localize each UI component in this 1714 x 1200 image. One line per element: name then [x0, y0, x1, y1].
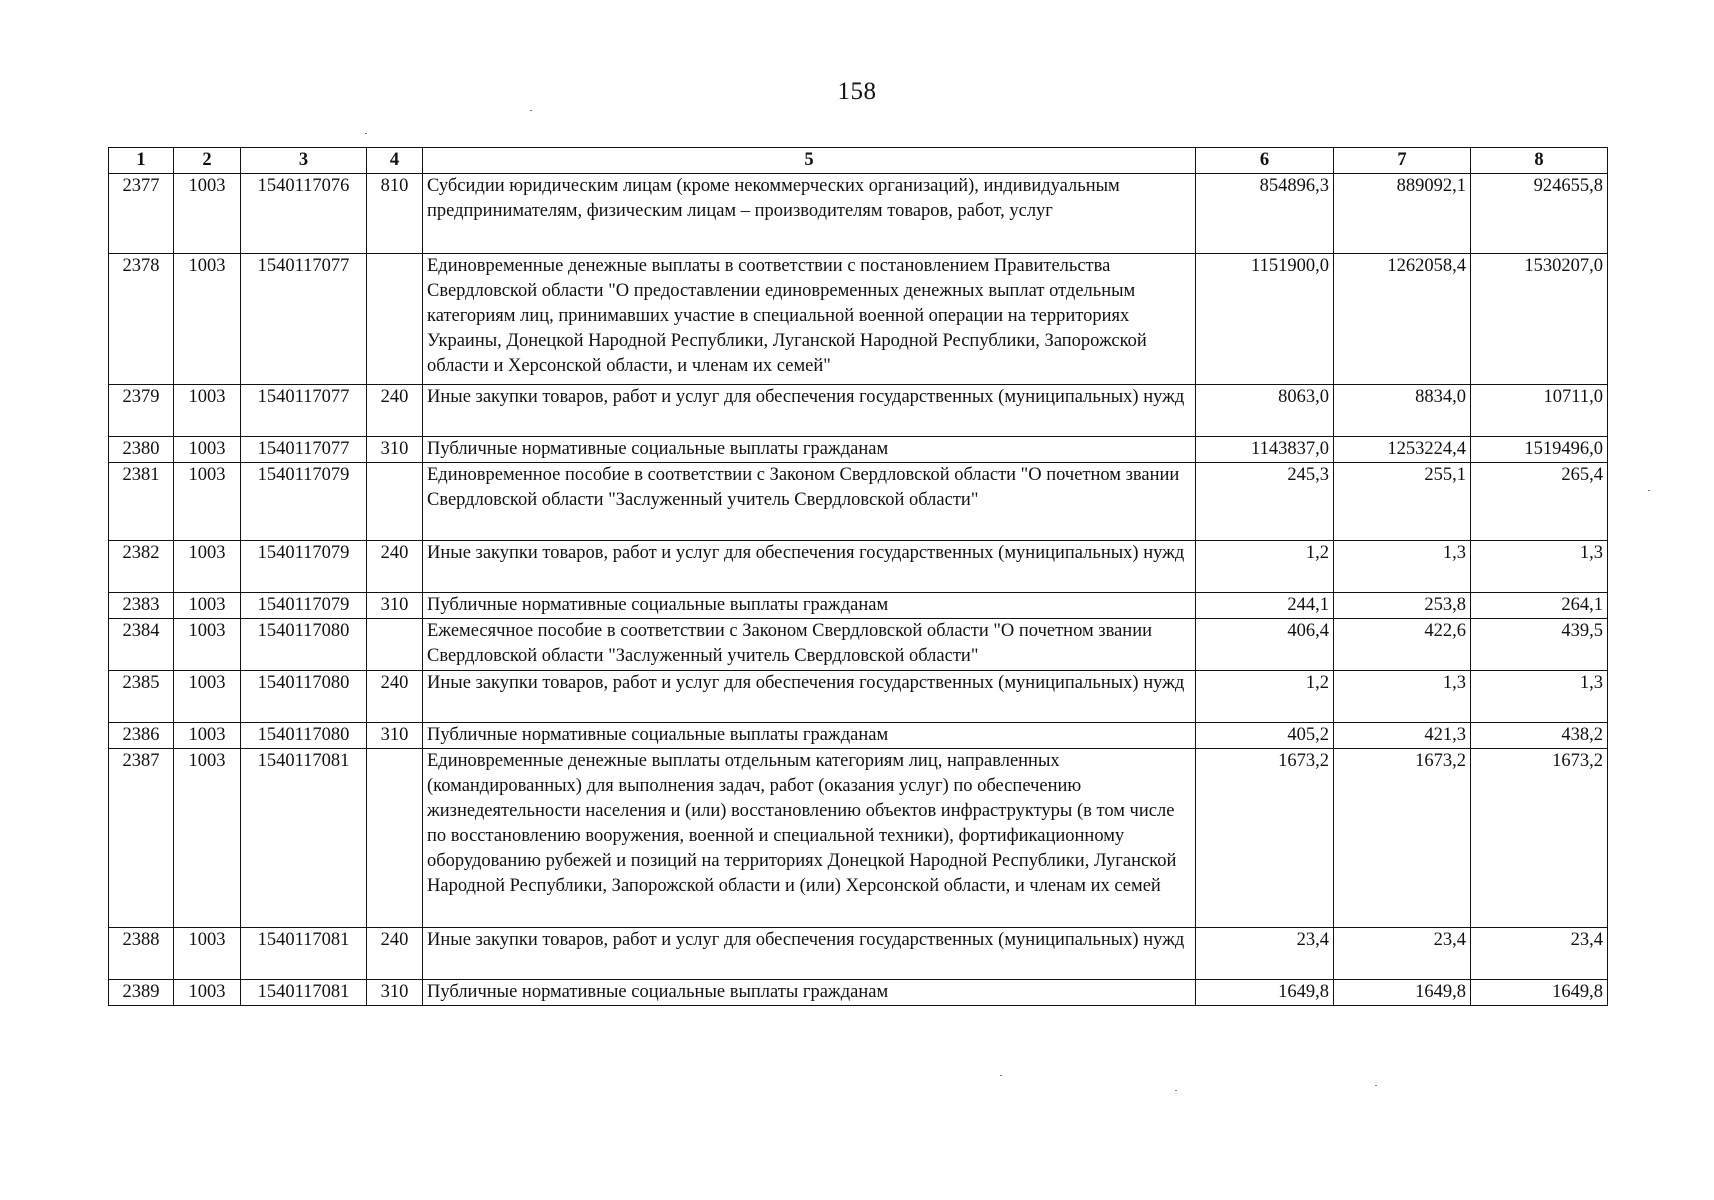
column-header: 5: [423, 148, 1196, 174]
cell-col-1: 2380: [109, 437, 174, 463]
table-row: [109, 980, 1608, 1006]
page-number: 158: [837, 78, 877, 105]
scan-speck: [1375, 1085, 1377, 1086]
cell-col-2: 1003: [174, 174, 241, 254]
cell-col-3: 1540117079: [241, 463, 367, 541]
cell-col-2: 1003: [174, 385, 241, 437]
cell-col-4: 240: [367, 671, 423, 723]
cell-col-3: 1540117079: [241, 541, 367, 593]
cell-col-8: 1519496,0: [1471, 437, 1608, 463]
cell-col-4: 240: [367, 541, 423, 593]
cell-col-7: 889092,1: [1334, 174, 1471, 254]
cell-col-6: 1649,8: [1196, 980, 1334, 1006]
cell-col-5: Иные закупки товаров, работ и услуг для обеспечения государственных (муниципальных) нужд: [423, 385, 1196, 437]
scan-speck: [530, 110, 532, 111]
cell-col-1: 2382: [109, 541, 174, 593]
cell-col-4: 240: [367, 385, 423, 437]
cell-col-6: 406,4: [1196, 619, 1334, 671]
cell-col-8: 1649,8: [1471, 980, 1608, 1006]
cell-col-2: 1003: [174, 928, 241, 980]
cell-col-6: 1,2: [1196, 541, 1334, 593]
column-header: 1: [109, 148, 174, 174]
cell-col-4: [367, 619, 423, 671]
cell-col-1: 2387: [109, 749, 174, 928]
cell-col-3: 1540117080: [241, 619, 367, 671]
cell-col-3: 1540117081: [241, 928, 367, 980]
cell-col-6: 1143837,0: [1196, 437, 1334, 463]
cell-col-7: 8834,0: [1334, 385, 1471, 437]
cell-col-7: 1649,8: [1334, 980, 1471, 1006]
cell-col-5: Публичные нормативные социальные выплаты гражданам: [423, 980, 1196, 1006]
table-row: [109, 671, 1608, 723]
cell-col-4: 240: [367, 928, 423, 980]
cell-col-6: 1,2: [1196, 671, 1334, 723]
cell-col-4: 810: [367, 174, 423, 254]
cell-col-8: 264,1: [1471, 593, 1608, 619]
cell-col-8: 438,2: [1471, 723, 1608, 749]
cell-col-7: 1,3: [1334, 541, 1471, 593]
cell-col-6: 245,3: [1196, 463, 1334, 541]
table-row: [109, 541, 1608, 593]
column-header: 7: [1334, 148, 1471, 174]
cell-col-1: 2385: [109, 671, 174, 723]
cell-col-3: 1540117081: [241, 749, 367, 928]
table-row: [109, 928, 1608, 980]
table-row: [109, 593, 1608, 619]
cell-col-1: 2381: [109, 463, 174, 541]
cell-col-5: Единовременные денежные выплаты отдельным категориям лиц, направленных (командированных) для выполнения задач, работ (оказания услуг) по обеспечению жизнедеятельности населения и (или) восстановлению объектов инфраструктуры (в том числе по восстановлению вооружения, военной и специальной техники), фортификационному оборудованию рубежей и позиций на территориях Донецкой Народной Республики, Луганской Народной Республики, Запорожской области и (или) Херсонской области, и членам их семей: [423, 749, 1196, 928]
cell-col-5: Иные закупки товаров, работ и услуг для обеспечения государственных (муниципальных) нужд: [423, 671, 1196, 723]
table-row: [109, 723, 1608, 749]
cell-col-5: Публичные нормативные социальные выплаты гражданам: [423, 723, 1196, 749]
cell-col-5: Иные закупки товаров, работ и услуг для обеспечения государственных (муниципальных) нужд: [423, 541, 1196, 593]
cell-col-1: 2377: [109, 174, 174, 254]
cell-col-6: 854896,3: [1196, 174, 1334, 254]
cell-col-6: 8063,0: [1196, 385, 1334, 437]
cell-col-6: 244,1: [1196, 593, 1334, 619]
cell-col-8: 10711,0: [1471, 385, 1608, 437]
cell-col-8: 1530207,0: [1471, 254, 1608, 385]
scan-speck: [1648, 490, 1650, 491]
cell-col-7: 1262058,4: [1334, 254, 1471, 385]
cell-col-2: 1003: [174, 619, 241, 671]
cell-col-7: 422,6: [1334, 619, 1471, 671]
cell-col-6: 1151900,0: [1196, 254, 1334, 385]
cell-col-1: 2388: [109, 928, 174, 980]
column-header: 2: [174, 148, 241, 174]
column-header: 3: [241, 148, 367, 174]
cell-col-2: 1003: [174, 437, 241, 463]
cell-col-2: 1003: [174, 541, 241, 593]
table-row: [109, 463, 1608, 541]
cell-col-7: 1,3: [1334, 671, 1471, 723]
cell-col-6: 1673,2: [1196, 749, 1334, 928]
cell-col-5: Субсидии юридическим лицам (кроме некоммерческих организаций), индивидуальным предпринимателям, физическим лицам – производителям товаров, работ, услуг: [423, 174, 1196, 254]
cell-col-1: 2379: [109, 385, 174, 437]
cell-col-3: 1540117080: [241, 671, 367, 723]
cell-col-7: 1673,2: [1334, 749, 1471, 928]
cell-col-4: [367, 463, 423, 541]
cell-col-5: Публичные нормативные социальные выплаты гражданам: [423, 593, 1196, 619]
budget-table: [108, 147, 1608, 1006]
table-row: [109, 619, 1608, 671]
cell-col-1: 2384: [109, 619, 174, 671]
scan-speck: [365, 133, 367, 134]
cell-col-2: 1003: [174, 723, 241, 749]
cell-col-5: Единовременные денежные выплаты в соответствии с постановлением Правительства Свердловской области "О предоставлении единовременных денежных выплат отдельным категориям лиц, принимавших участие в специальной военной операции на территориях Украины, Донецкой Народной Республики, Луганской Народной Республики, Запорожской области и Херсонской области, и членам их семей": [423, 254, 1196, 385]
cell-col-3: 1540117080: [241, 723, 367, 749]
cell-col-1: 2383: [109, 593, 174, 619]
cell-col-3: 1540117077: [241, 437, 367, 463]
cell-col-8: 1,3: [1471, 671, 1608, 723]
cell-col-5: Ежемесячное пособие в соответствии с Законом Свердловской области "О почетном звании Свердловской области "Заслуженный учитель Свердловской области": [423, 619, 1196, 671]
cell-col-5: Публичные нормативные социальные выплаты гражданам: [423, 437, 1196, 463]
cell-col-8: 924655,8: [1471, 174, 1608, 254]
cell-col-7: 255,1: [1334, 463, 1471, 541]
cell-col-8: 1673,2: [1471, 749, 1608, 928]
cell-col-8: 1,3: [1471, 541, 1608, 593]
cell-col-5: Иные закупки товаров, работ и услуг для обеспечения государственных (муниципальных) нужд: [423, 928, 1196, 980]
table-row: [109, 174, 1608, 254]
cell-col-3: 1540117077: [241, 385, 367, 437]
table-row: [109, 437, 1608, 463]
cell-col-2: 1003: [174, 593, 241, 619]
cell-col-4: [367, 254, 423, 385]
cell-col-8: 23,4: [1471, 928, 1608, 980]
table-row: [109, 749, 1608, 928]
cell-col-4: 310: [367, 980, 423, 1006]
cell-col-6: 23,4: [1196, 928, 1334, 980]
cell-col-4: 310: [367, 593, 423, 619]
cell-col-7: 421,3: [1334, 723, 1471, 749]
cell-col-1: 2389: [109, 980, 174, 1006]
table-row: [109, 385, 1608, 437]
cell-col-7: 23,4: [1334, 928, 1471, 980]
cell-col-5: Единовременное пособие в соответствии с Законом Свердловской области "О почетном звании Свердловской области "Заслуженный учитель Свердловской области": [423, 463, 1196, 541]
header-row: [109, 148, 1608, 174]
cell-col-2: 1003: [174, 980, 241, 1006]
column-header: 8: [1471, 148, 1608, 174]
cell-col-2: 1003: [174, 254, 241, 385]
cell-col-8: 265,4: [1471, 463, 1608, 541]
cell-col-1: 2386: [109, 723, 174, 749]
cell-col-3: 1540117077: [241, 254, 367, 385]
cell-col-4: [367, 749, 423, 928]
cell-col-1: 2378: [109, 254, 174, 385]
table-row: [109, 254, 1608, 385]
cell-col-4: 310: [367, 437, 423, 463]
scan-speck: [1000, 1075, 1002, 1076]
cell-col-3: 1540117076: [241, 174, 367, 254]
cell-col-7: 1253224,4: [1334, 437, 1471, 463]
column-header: 6: [1196, 148, 1334, 174]
cell-col-6: 405,2: [1196, 723, 1334, 749]
scan-speck: [1175, 1090, 1177, 1091]
cell-col-2: 1003: [174, 671, 241, 723]
cell-col-4: 310: [367, 723, 423, 749]
cell-col-2: 1003: [174, 463, 241, 541]
cell-col-2: 1003: [174, 749, 241, 928]
cell-col-7: 253,8: [1334, 593, 1471, 619]
cell-col-3: 1540117081: [241, 980, 367, 1006]
cell-col-8: 439,5: [1471, 619, 1608, 671]
cell-col-3: 1540117079: [241, 593, 367, 619]
column-header: 4: [367, 148, 423, 174]
